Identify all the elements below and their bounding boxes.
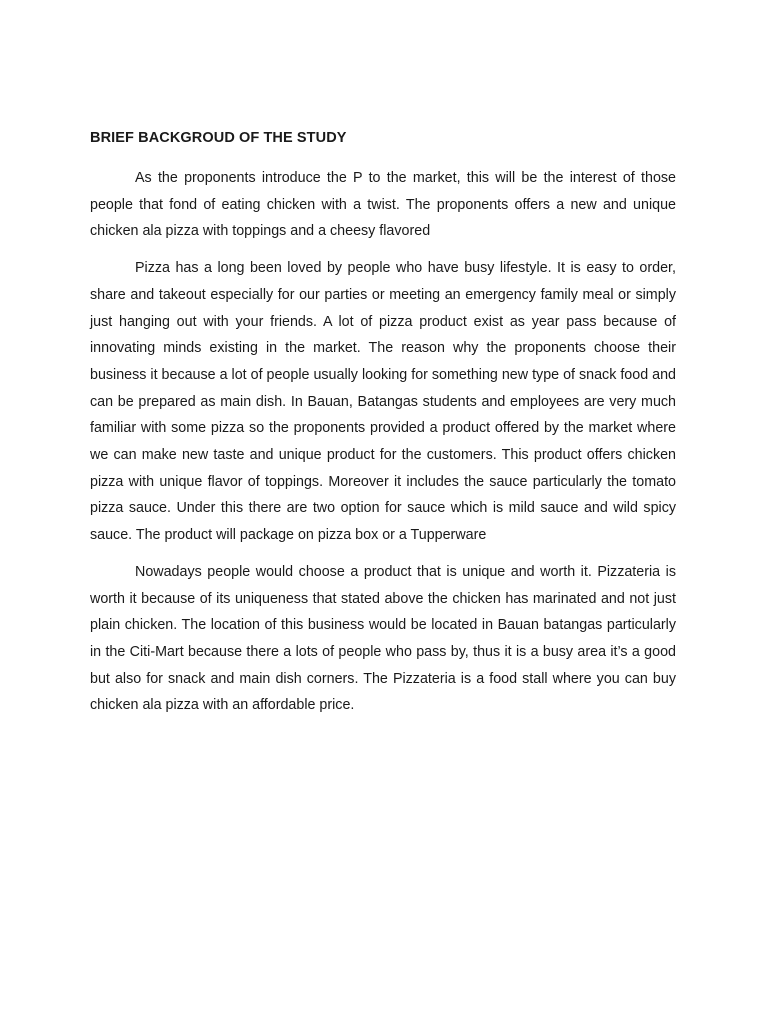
paragraph-intro: As the proponents introduce the P to the market, this will be the interest of those people that fond of eating chicken with a twist. The proponents offers a new and unique chicken ala pizza with toppings and a cheesy flavored <box>90 170 676 240</box>
document-page <box>90 128 676 729</box>
paragraph-location: Nowadays people would choose a product that is unique and worth it. Pizzateria is worth it because of its uniqueness that stated above the chicken has marinated and not just plain chicken. The location of this business would be located in Bauan batangas particularly in the Citi-Mart because there a lots of people who pass by, thus it is a busy area it’s a good but also for snack and main dish corners. The Pizzateria is a food stall where you can buy chicken ala pizza with an affordable price. <box>90 563 676 714</box>
section-heading: BRIEF BACKGROUD OF THE STUDY <box>90 130 347 146</box>
paragraph-pizza-background: Pizza has a long been loved by people who have busy lifestyle. It is easy to order, share and takeout especially for our parties or meeting an emergency family meal or simply just hanging out with your friends. A lot of pizza product exist as year pass because of innovating minds existing in the market. The reason why the proponents choose their business it because a lot of people usually looking for something new type of snack food and can be prepared as main dish. In Bauan, Batangas students and employees are very much familiar with some pizza so the proponents provided a product offered by the market where we can make new taste and unique product for the customers. This product offers chicken pizza with unique flavor of toppings. Moreover it includes the sauce particularly the tomato pizza sauce. Under this there are two option for sauce which is mild sauce and wild spicy sauce. The product will package on pizza box or a Tupperware <box>90 260 676 544</box>
